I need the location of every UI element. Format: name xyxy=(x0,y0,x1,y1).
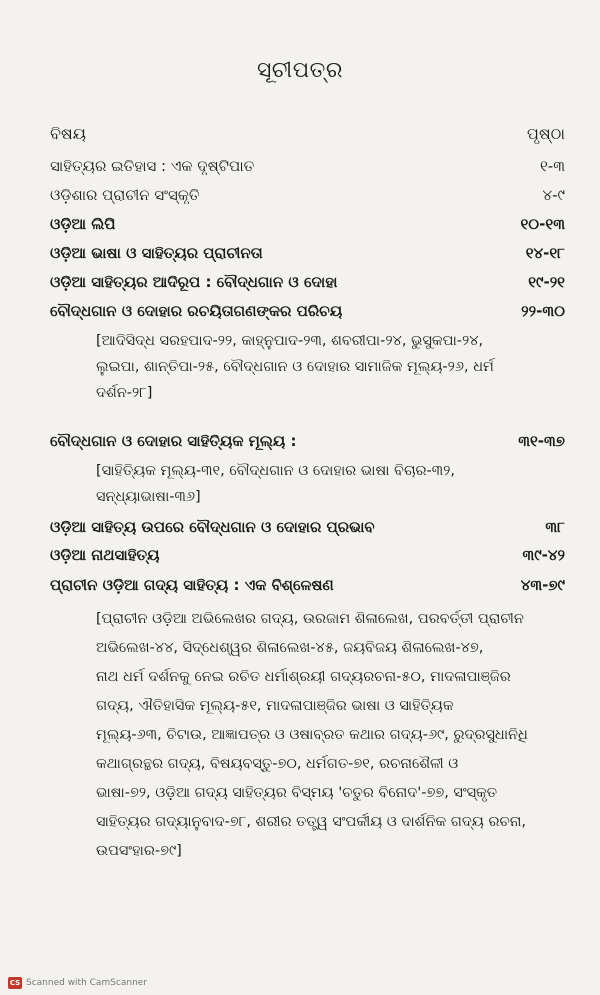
toc-entry xyxy=(50,518,565,536)
entry-subtopics xyxy=(96,328,558,406)
entry-title: ଓଡ଼ିଶାର ପ୍ରାଚୀନ ସଂସ୍କୃତି xyxy=(50,186,200,204)
toc-entry xyxy=(50,432,565,450)
subtopic-line: [ଆଦିସିଦ୍ଧ ସରହପାଦ-୨୨, କାହ୍ନୁପାଦ-୨୩, ଶବରୀପା-୨୪, ଭୁସୁକପା-୨୪, xyxy=(96,333,484,349)
toc-entry xyxy=(50,546,565,564)
entry-page: ୪୩-୭୯ xyxy=(520,576,565,594)
subtopic-line: ଉପସଂହାର-୭୯] xyxy=(96,843,182,859)
entry-page: ୪-୯ xyxy=(542,186,565,204)
subtopic-line: [ସାହିତ୍ୟିକ ମୂଲ୍ୟ-୩୧, ବୌଦ୍ଧଗାନ ଓ ଦୋହାର ଭାଷା ବିଚାର-୩୨, xyxy=(96,463,455,479)
entry-page: ୧୯-୨୧ xyxy=(528,273,565,291)
camscanner-icon: CS xyxy=(9,979,21,987)
entry-title: ବୌଦ୍ଧଗାନ ଓ ଦୋହାର ସାହିତ୍ୟିକ ମୂଲ୍ୟ : xyxy=(50,432,297,450)
entry-page: ୩୮ xyxy=(545,518,565,536)
toc-entry xyxy=(50,157,565,175)
subtopic-line: ଅଭିଲେଖ-୪୪, ସିଦ୍ଧେଶ୍ୱର ଶିଳାଲେଖ-୪୫, ଜୟବିଜୟ ଶିଳାଲେଖ-୪୭, xyxy=(96,640,484,656)
entry-title: ଓଡ଼ିଆ ସାହିତ୍ୟର ଆଦିରୂପ : ବୌଦ୍ଧଗାନ ଓ ଦୋହା xyxy=(50,273,338,291)
scanner-watermark xyxy=(8,977,147,989)
toc-entry xyxy=(50,186,565,204)
subject-header: ବିଷୟ xyxy=(50,124,86,143)
entry-page: ୧୪-୧୮ xyxy=(525,244,565,262)
entry-title: ଓଡ଼ିଆ ସାହିତ୍ୟ ଉପରେ ବୌଦ୍ଧଗାନ ଓ ଦୋହାର ପ୍ରଭାବ xyxy=(50,518,375,536)
subtopic-line: [ପ୍ରାଚୀନ ଓଡ଼ିଆ ଅଭିଲେଖର ଗଦ୍ୟ, ଉରଜାମ ଶିଳାଲେଖ, ପରବର୍ତ୍ତୀ ପ୍ରାଚୀନ xyxy=(96,611,524,627)
toc-entry xyxy=(50,244,565,262)
entry-title: ପ୍ରାଚୀନ ଓଡ଼ିଆ ଗଦ୍ୟ ସାହିତ୍ୟ : ଏକ ବିଶ୍ଳେଷଣ xyxy=(50,576,334,594)
subtopic-line: ମୂଲ୍ୟ-୬୩, ଚିଟାଉ, ଆଜ୍ଞାପତ୍ର ଓ ଓଷାବ୍ରତ କଥାର ଗଦ୍ୟ-୬୯, ରୁଦ୍ରସୁଧାନିଧି xyxy=(96,727,528,743)
subtopic-line: ଭାଷା-୭୨, ଓଡ଼ିଆ ଗଦ୍ୟ ସାହିତ୍ୟର ବିସ୍ମୟ 'ଚତୁର ବିନୋଦ'-୭୭, ସଂସ୍କୃତ xyxy=(96,785,498,801)
subtopic-line: ନାଥ ଧର୍ମ ଦର୍ଶନକୁ ନେଇ ରଚିତ ଧର୍ମାଶ୍ରୟୀ ଗଦ୍ୟରଚନା-୫୦, ମାଦଳାପାଞ୍ଜିର xyxy=(96,669,511,685)
entry-page: ୩୧-୩୭ xyxy=(518,432,565,450)
entry-subtopics xyxy=(96,605,558,866)
entry-page: ୨୨-୩୦ xyxy=(521,302,565,320)
entry-title: ଓଡ଼ିଆ ଭାଷା ଓ ସାହିତ୍ୟର ପ୍ରାଚୀନତା xyxy=(50,244,263,262)
subtopic-line: ଲୁଇପା, ଶାନ୍ତିପା-୨୫, ବୌଦ୍ଧଗାନ ଓ ଦୋହାର ସାମାଜିକ ମୂଲ୍ୟ-୨୬, ଧର୍ମ xyxy=(96,359,494,375)
entry-page: ୧୦-୧୩ xyxy=(520,215,565,233)
subtopic-line: ଦର୍ଶନ-୨୮] xyxy=(96,385,153,401)
watermark-text: Scanned with CamScanner xyxy=(26,978,148,988)
entry-title: ଓଡ଼ିଆ ନାଥସାହିତ୍ୟ xyxy=(50,546,160,564)
page-header: ପୃଷ୍ଠା xyxy=(526,124,565,143)
toc-entry xyxy=(50,576,565,594)
subtopic-line: ସନ୍ଧ୍ୟାଭାଷା-୩୬] xyxy=(96,489,201,505)
entry-title: ଓଡ଼ିଆ ଲିପି xyxy=(50,215,116,233)
page-title: ସୂଚୀପତ୍ର xyxy=(256,58,344,83)
subtopic-line: ଗଦ୍ୟ, ଐତିହାସିକ ମୂଲ୍ୟ-୫୧, ମାଦଳାପାଞ୍ଜିର ଭାଷା ଓ ସାହିତ୍ୟିକ xyxy=(96,698,454,714)
subtopic-line: କଥାଗ୍ରନ୍ଥର ଗଦ୍ୟ, ବିଷୟବସ୍ତୁ-୭୦, ଧର୍ମଗତ-୭୧, ରଚନାଶୈଳୀ ଓ xyxy=(96,756,459,772)
toc-entry xyxy=(50,302,565,320)
entry-title: ବୌଦ୍ଧଗାନ ଓ ଦୋହାର ରଚୟିତାଗଣଙ୍କର ପରିଚୟ xyxy=(50,302,343,320)
entry-title: ସାହିତ୍ୟର ଇତିହାସ : ଏକ ଦୃଷ୍ଟିପାତ xyxy=(50,157,255,175)
entry-subtopics xyxy=(96,458,558,510)
entry-page: ୩୯-୪୨ xyxy=(522,546,565,564)
toc-entry xyxy=(50,273,565,291)
subtopic-line: ସାହିତ୍ୟର ଗଦ୍ୟାନୁବାଦ-୭୮, ଶରୀର ତତ୍ତ୍ୱ ସଂପର୍କୀୟ ଓ ଦାର୍ଶନିକ ଗଦ୍ୟ ରଚନା, xyxy=(96,814,527,830)
entry-page: ୧-୩ xyxy=(539,157,565,175)
toc-entry xyxy=(50,215,565,233)
